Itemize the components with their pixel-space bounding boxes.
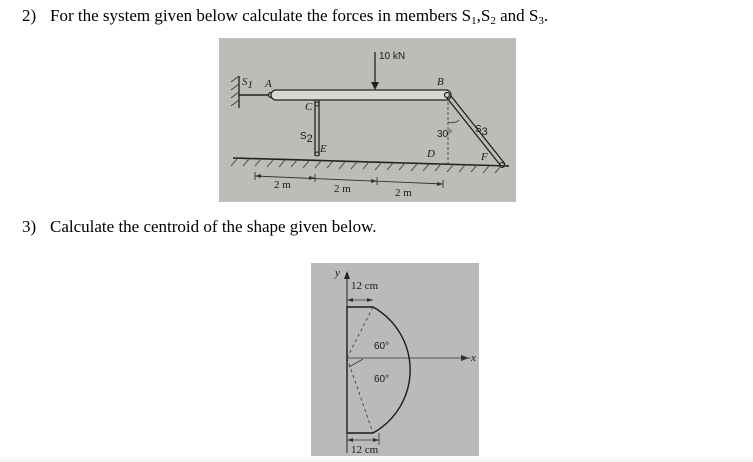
centroid-shape-figure (311, 263, 479, 462)
s1-label: $S_1$ (242, 76, 253, 91)
point-b-label: B (437, 76, 444, 88)
bottom-dimension-label: 12 cm (351, 444, 379, 456)
point-a-label: A (265, 78, 272, 90)
y-axis-label: y (335, 267, 340, 279)
point-f-label: F (481, 151, 488, 163)
question-3 (22, 217, 377, 237)
angle-bottom-label: 60° (374, 374, 390, 385)
angle-top-label: 60° (374, 341, 390, 352)
point-e-label: E (320, 143, 327, 155)
x-axis-label: x (471, 352, 476, 364)
question-3-text: Calculate the centroid of the shape given below. (50, 217, 377, 236)
load-label: 10 kN (379, 51, 406, 62)
top-dimension-label: 12 cm (351, 280, 379, 292)
page-bottom-edge (0, 456, 753, 462)
dim-label-1: 2 m (274, 179, 291, 191)
point-c-label: C (305, 101, 313, 113)
beam-system-drawing (219, 38, 516, 202)
dim-label-2: 2 m (334, 183, 351, 195)
centroid-shape-drawing (311, 263, 479, 462)
question-2 (22, 6, 548, 26)
s2-label: $S_2$ (300, 131, 313, 145)
s3-label: $S_3$ (475, 124, 488, 138)
angle-label: 30° (437, 129, 453, 140)
point-d-label: D (427, 148, 435, 160)
beam-system-figure (219, 38, 516, 202)
question-2-number: 2) (22, 6, 37, 25)
question-2-text: For the system given below calculate the forces in members $S_1,S_2$ and $S_3$. (50, 6, 549, 27)
question-3-number: 3) (22, 217, 37, 236)
dim-label-3: 2 m (395, 187, 412, 199)
